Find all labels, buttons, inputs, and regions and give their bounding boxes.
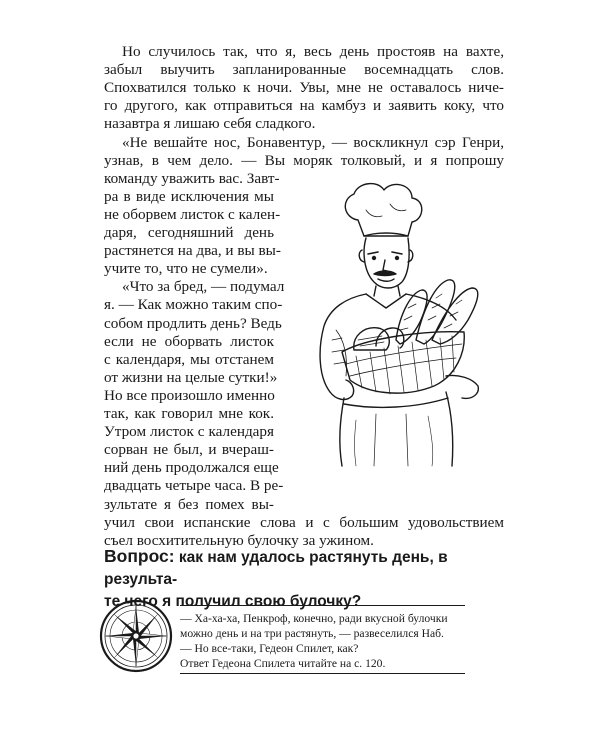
body-line: двадцать четыре часа. В ре-	[104, 477, 284, 495]
question-text-2: те чего я получил свою булочку?	[104, 593, 362, 610]
body-line: команду уважить вас. Завт-	[104, 169, 280, 187]
body-line: так, как говорил мне кок.	[104, 405, 274, 422]
body-line: ра в виде исключения мы	[104, 187, 274, 205]
body-line: узнав, в чем дело. — Вы моряк толковый, и я попрошу	[104, 151, 504, 169]
body-line: с календаря, мы отстанем	[104, 350, 274, 368]
body-line: Утром листок с календаря	[104, 423, 274, 441]
body-line: назавтра я лишаю себя сладкого.	[104, 115, 316, 133]
body-line: растянется на два, и вы вы-	[104, 242, 281, 260]
body-line: сорван не был, и вчераш-	[104, 441, 274, 459]
body-line: Спохватился только к ночи. Увы, мне не оставалось ниче-	[104, 79, 504, 97]
body-line: учил свои испанские слова и с большим удовольствием	[104, 513, 504, 531]
body-line: от жизни на целые сутки!»	[104, 368, 278, 386]
footnote-line: Ответ Гедеона Спилета читайте на с. 120.	[180, 657, 386, 670]
body-line: ний день продолжался еще	[104, 459, 279, 477]
body-line: «Не вешайте нос, Бонавентур, — воскликнул сэр Генри,	[122, 133, 504, 151]
body-line: «Что за бред, — подумал	[122, 278, 285, 296]
body-line: даря, сегодняшний день	[104, 224, 274, 241]
question-label: Вопрос:	[104, 546, 175, 566]
question-line-1	[104, 545, 504, 591]
body-line: го другого, как отправиться на камбуз и заявить коку, что	[104, 97, 504, 115]
compass-rose-icon	[99, 599, 173, 673]
footnote-bottom-rule	[180, 673, 465, 674]
chef-illustration-icon	[296, 180, 496, 470]
body-line: зультате я без помех вы-	[104, 495, 274, 513]
body-line: забыл выучить запланированные восемнадцать слов.	[104, 61, 504, 79]
body-line: съел восхитительную булочку за ужином.	[104, 531, 374, 549]
body-line: учите то, что не сумели».	[104, 260, 268, 278]
body-line: я. — Как можно таким спо-	[104, 296, 283, 314]
body-line: если не оборвать листок	[104, 332, 274, 350]
body-line: Но все произошло именно	[104, 386, 275, 404]
body-line: не оборвем листок с кален-	[104, 205, 281, 223]
question-text-1: как нам удалось растянуть день, в результа-	[104, 549, 448, 588]
footnote-line: — Ха-ха-ха, Пенкроф, конечно, ради вкусной булочки	[180, 612, 448, 625]
footnote-line: — Но все-таки, Гедеон Спилет, как?	[180, 642, 359, 655]
body-line: собом продлить день? Ведь	[104, 314, 282, 332]
body-line: Но случилось так, что я, весь день простояв на вахте,	[122, 43, 504, 60]
footnote-line: можно день и на три растянуть, — развеселился Наб.	[180, 627, 444, 640]
footnote-top-rule	[180, 605, 465, 606]
